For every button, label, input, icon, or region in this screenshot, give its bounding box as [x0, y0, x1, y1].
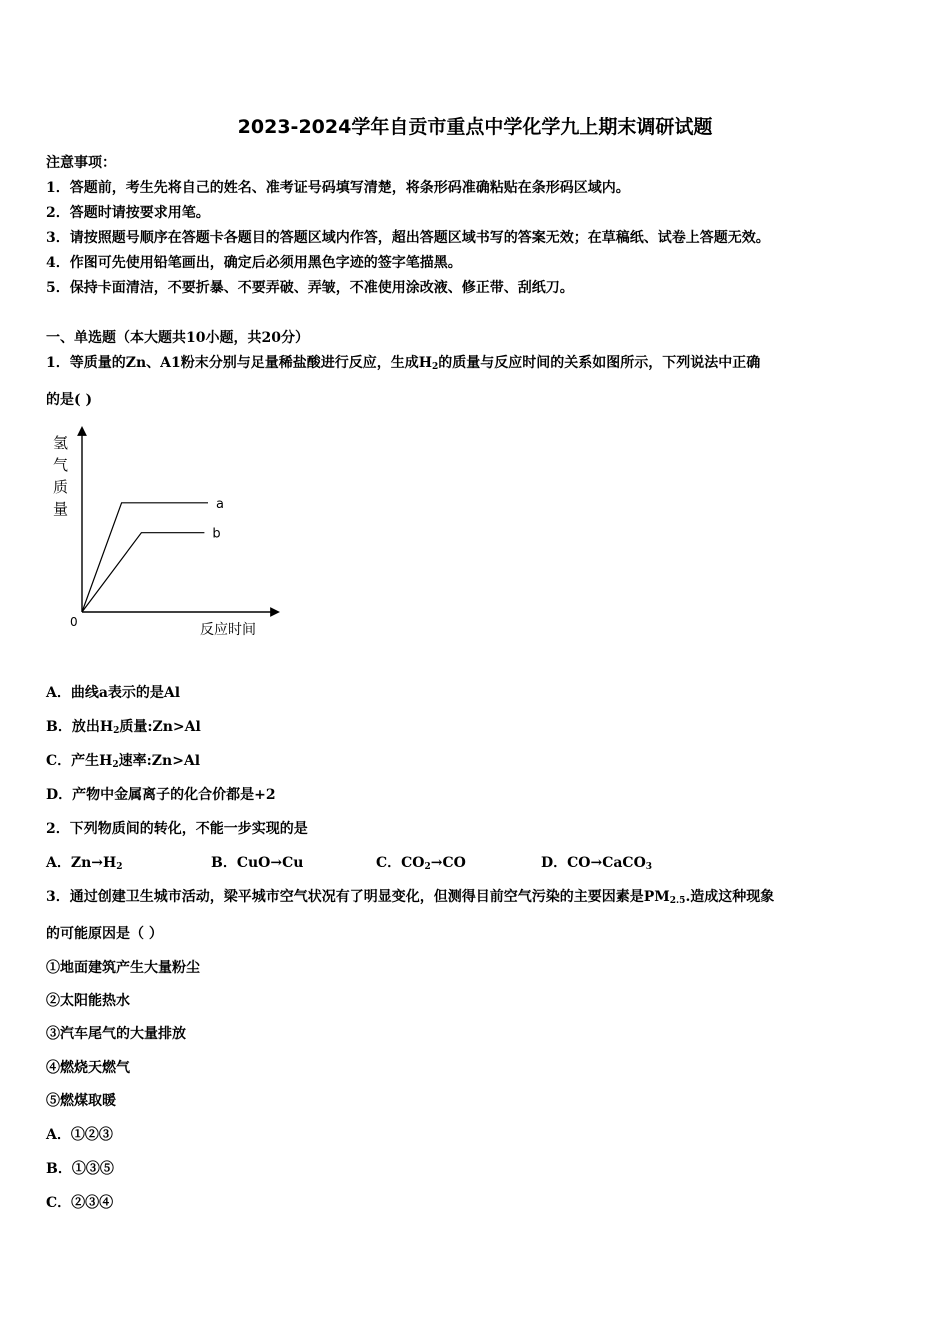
- y-axis-label-char: 量: [53, 500, 69, 518]
- q3-stem: 3．通过创建卫生城市活动，梁平城市空气状况有了明显变化，但测得目前空气污染的主要因素是$PM_{2.5}$.造成这种现象: [46, 889, 775, 906]
- q3-option-b: B．①③⑤: [46, 1161, 114, 1177]
- q1-stem-line2: 的是( ): [46, 392, 93, 408]
- q3-option-c: C．②③④: [46, 1195, 114, 1211]
- q3-item: ⑤燃煤取暖: [46, 1093, 116, 1109]
- q2-stem: 2．下列物质间的转化，不能一步实现的是: [46, 821, 308, 837]
- q3-stem-line2: 的可能原因是（ ）: [46, 926, 163, 942]
- series-a-line: [82, 503, 208, 612]
- q1-option-a: A．曲线a表示的是Al: [46, 685, 181, 701]
- q1-option-b: B．放出$H_2$质量:Zn>Al: [46, 719, 201, 736]
- q2-option-b: B．CuO→Cu: [211, 855, 304, 871]
- q2-option-c: C．$CO_2\to CO$: [376, 855, 466, 872]
- series-a-label: a: [216, 496, 224, 512]
- x-axis-label: 反应时间: [200, 622, 256, 638]
- notice-item: 5．保持卡面清洁，不要折暴、不要弄破、弄皱，不准使用涂改液、修正带、刮纸刀。: [46, 280, 574, 296]
- series-b-line: [82, 533, 204, 612]
- y-axis-label-char: 气: [53, 456, 69, 474]
- notice-item: 1．答题前，考生先将自己的姓名、准考证号码填写清楚，将条形码准确粘贴在条形码区域内。: [46, 180, 630, 196]
- notice-item: 4．作图可先使用铅笔画出，确定后必须用黑色字迹的签字笔描黑。: [46, 255, 462, 271]
- notice-item: 2．答题时请按要求用笔。: [46, 205, 210, 221]
- q3-option-a: A．①②③: [46, 1127, 113, 1143]
- series-b-label: b: [212, 526, 221, 542]
- q2-option-d: D．CO→CaCO$_3$: [541, 855, 653, 872]
- notice-heading: 注意事项：: [46, 155, 116, 171]
- q1-option-c: C．产生$H_2$速率:Zn>Al: [46, 753, 201, 770]
- y-axis-label: [53, 434, 68, 518]
- q3-item: ④燃烧天燃气: [46, 1060, 130, 1076]
- q3-item: ①地面建筑产生大量粉尘: [46, 960, 200, 976]
- q2-option-a: A．$Zn\to H_2$: [46, 855, 123, 872]
- page-title: 2023-2024学年自贡市重点中学化学九上期末调研试题: [237, 116, 713, 138]
- y-axis-label-char: 质: [53, 478, 69, 496]
- q3-item: ②太阳能热水: [46, 993, 130, 1009]
- q1-stem: 1．等质量的Zn、A1粉末分别与足量稀盐酸进行反应，生成$H_2$的质量与反应时间的关系如图所示，下列说法中正确: [46, 355, 761, 372]
- notice-item: 3．请按照题号顺序在答题卡各题目的答题区域内作答，超出答题区域书写的答案无效；在草稿纸、试卷上答题无效。: [46, 230, 770, 246]
- origin-label: 0: [70, 615, 78, 629]
- section-heading: 一、单选题（本大题共10小题，共20分）: [46, 330, 309, 346]
- y-axis-label-char: 氢: [53, 434, 69, 452]
- q1-chart: [44, 422, 284, 642]
- q1-option-d: D．产物中金属离子的化合价都是+2: [46, 787, 276, 803]
- q3-item: ③汽车尾气的大量排放: [46, 1026, 186, 1042]
